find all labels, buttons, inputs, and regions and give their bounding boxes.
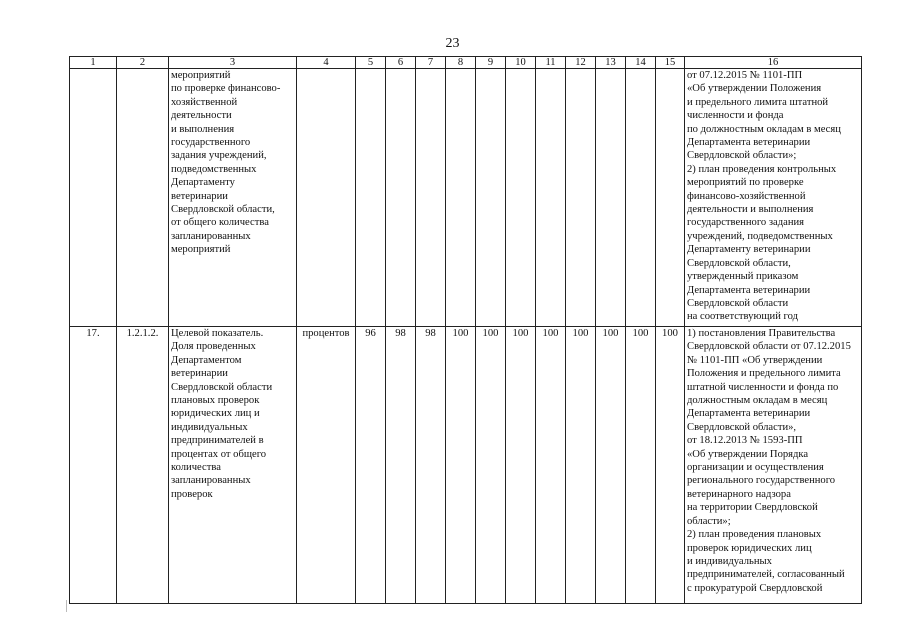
column-number: 2 — [117, 57, 169, 69]
indicator-name-cell: мероприятий по проверке финансово- хозяйственной деятельности и выполнения государственного задания учреждений, подведомственных Департаменту ветеринарии Свердловской области, от общего количества запланированных мероприятий — [169, 69, 297, 327]
value-cell: 98 — [416, 327, 446, 604]
value-cell — [416, 69, 446, 327]
value-cell: 100 — [446, 327, 476, 604]
column-number: 6 — [386, 57, 416, 69]
value-cell — [626, 69, 656, 327]
value-cell — [356, 69, 386, 327]
value-cell — [446, 69, 476, 327]
value-cell: 100 — [476, 327, 506, 604]
column-number: 1 — [70, 57, 117, 69]
column-number-row — [70, 57, 862, 69]
column-number: 9 — [476, 57, 506, 69]
row-number-cell — [70, 69, 117, 327]
page-number: 23 — [445, 36, 460, 51]
column-number: 7 — [416, 57, 446, 69]
value-cell — [596, 69, 626, 327]
column-number: 14 — [626, 57, 656, 69]
column-number: 16 — [685, 57, 862, 69]
value-cell: 100 — [596, 327, 626, 604]
value-cell: 100 — [626, 327, 656, 604]
value-cell: 100 — [536, 327, 566, 604]
item-code-cell: 1.2.1.2. — [117, 327, 169, 604]
table-row — [70, 327, 862, 604]
column-number: 8 — [446, 57, 476, 69]
column-number: 15 — [656, 57, 685, 69]
table-row — [70, 69, 862, 327]
source-cell: от 07.12.2015 № 1101-ПП «Об утверждении Положения и предельного лимита штатной численности и фонда по должностным окладам в месяц Департамента ветеринарии Свердловской области»; 2) план проведения контрольных мероприятий по проверке финансово-хозяйственной деятельности и выполнения государственного задания учреждений, подведомственных Департаменту ветеринарии Свердловской области, утвержденный приказом Департамента ветеринарии Свердловской области на соответствующий год — [685, 69, 862, 327]
row-number-cell: 17. — [70, 327, 117, 604]
value-cell — [566, 69, 596, 327]
column-number: 5 — [356, 57, 386, 69]
value-cell — [506, 69, 536, 327]
column-number: 11 — [536, 57, 566, 69]
value-cell — [656, 69, 685, 327]
value-cell: 98 — [386, 327, 416, 604]
value-cell: 100 — [566, 327, 596, 604]
scan-mark — [66, 600, 71, 612]
value-cell: 96 — [356, 327, 386, 604]
value-cell: 100 — [506, 327, 536, 604]
unit-cell: процентов — [297, 327, 356, 604]
value-cell — [476, 69, 506, 327]
value-cell — [386, 69, 416, 327]
column-number: 4 — [297, 57, 356, 69]
indicator-name-cell: Целевой показатель. Доля проведенных Департаментом ветеринарии Свердловской области плановых проверок юридических лиц и индивидуальных предпринимателей в процентах от общего количества запланированных проверок — [169, 327, 297, 604]
column-number: 12 — [566, 57, 596, 69]
item-code-cell — [117, 69, 169, 327]
document-table — [69, 56, 862, 604]
value-cell: 100 — [656, 327, 685, 604]
column-number: 10 — [506, 57, 536, 69]
value-cell — [536, 69, 566, 327]
unit-cell — [297, 69, 356, 327]
source-cell: 1) постановления Правительства Свердловской области от 07.12.2015 № 1101-ПП «Об утверждении Положения и предельного лимита штатной численности и фонда по должностным окладам в месяц Департамента ветеринарии Свердловской области», от 18.12.2013 № 1593-ПП «Об утверждении Порядка организации и осуществления регионального государственного ветеринарного надзора на территории Свердловской области»; 2) план проведения плановых проверок юридических лиц и индивидуальных предпринимателей, согласованный с прокуратурой Свердловской — [685, 327, 862, 604]
column-number: 13 — [596, 57, 626, 69]
column-number: 3 — [169, 57, 297, 69]
